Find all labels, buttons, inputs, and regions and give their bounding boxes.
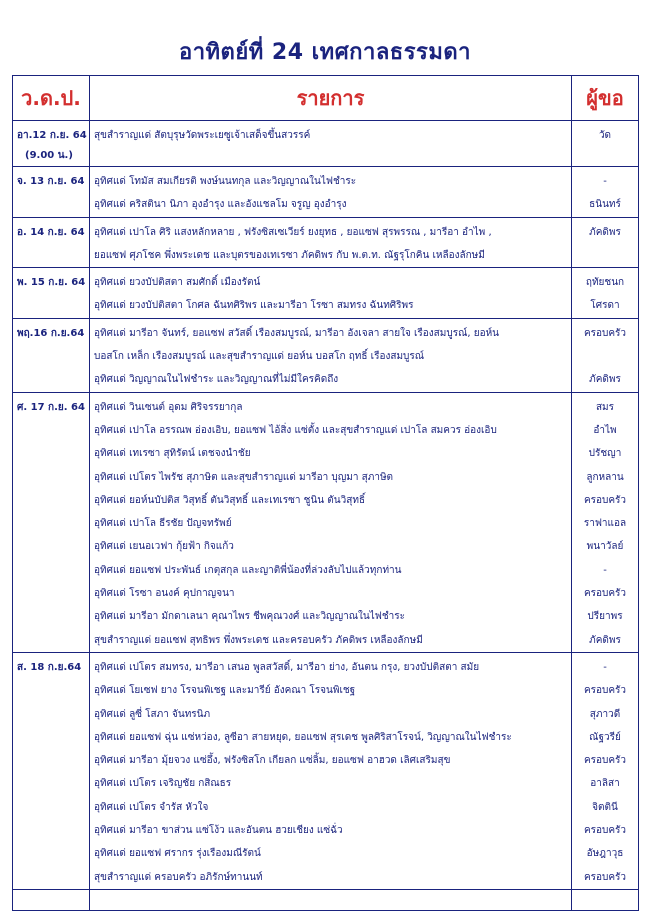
requester-name: ลูกหลาน (586, 471, 624, 483)
requester-name: ธนินทร์ (589, 199, 621, 211)
table-header-row (13, 76, 639, 121)
intention-line: อุทิศแด่ ยอแซฟ ฉุ่น แซ่หว่อง, ลูซีอา สายหยุด, ยอแซฟ สุรเดช พูลศิริสาโรจน์, วิญญาณในไฟชำระ (94, 731, 512, 743)
table-row (13, 392, 639, 652)
intention-line: อุทิศแด่ โทมัส สมเกียรติ พงษ์นนทกุล และวิญญาณในไฟชำระ (94, 176, 357, 187)
table-body (13, 121, 639, 911)
date-time-text: (9.00 น.) (25, 150, 73, 161)
requester-name: ราฟาแอล (583, 518, 627, 530)
intention-line: อุทิศแด่ ยวงบัปติสตา โกศล ฉันทศิริพร และมารีอา โรซา สมทรง ฉันทศิริพร (94, 300, 414, 312)
date-cell (13, 167, 90, 218)
requester-name (572, 345, 638, 368)
date-cell (13, 121, 90, 167)
requester-name: - (603, 176, 607, 187)
requester-cell (572, 121, 639, 167)
intention-line: อุทิศแด่ วิญญาณในไฟชำระ และวิญญาณที่ไม่มีใครคิดถึง (94, 374, 339, 386)
requester-name: ภัคดิพร (589, 374, 621, 386)
empty-cell (90, 889, 572, 910)
intention-line: อุทิศแด่ โรซา อนงค์ คุปกาญจนา (94, 588, 235, 600)
intention-line: อุทิศแด่ คริสตินา นิภา อุงอำรุง และอังแชลโม จรูญ อุงอำรุง (94, 199, 347, 211)
items-cell (90, 268, 572, 319)
mass-intention-table (12, 75, 639, 911)
date-cell (13, 318, 90, 392)
requester-name: ครอบครัว (583, 588, 627, 600)
intention-line: อุทิศแด่ มารีอา มักดาเลนา คุณาไพร ชีพคุณวงศ์ และวิญญาณในไฟชำระ (94, 611, 405, 623)
page-title: อาทิตย์ที่ 24 เทศกาลธรรมดา (178, 40, 472, 65)
date-column-header: ว.ด.ป. (13, 76, 90, 121)
requester-name: สมร (595, 401, 615, 413)
table-row (13, 217, 639, 268)
table-row (13, 121, 639, 167)
intention-line: อุทิศแด่ ยอห์นบัปติส วิสุทธิ์ ตันวิสุทธิ์ และเทเรซา ชูนิน ตันวิสุทธิ์ (94, 494, 366, 506)
empty-row (13, 889, 639, 910)
date-cell (13, 392, 90, 652)
table-row (13, 167, 639, 218)
table-row (13, 318, 639, 392)
requester-name: ปรียาพร (587, 611, 623, 623)
requester-name: อัษฎาวุธ (586, 848, 624, 860)
date-text: พฤ.16 ก.ย.64 (17, 327, 85, 339)
items-cell (90, 392, 572, 652)
requester-name: ครอบครัว (583, 825, 627, 837)
intention-line: อุทิศแด่ เทเรซา สุทิรัตน์ เตชจงนำชัย (94, 448, 251, 460)
items-cell (90, 217, 572, 268)
items-cell (90, 318, 572, 392)
requester-name: - (603, 564, 607, 576)
intention-line: บอสโก เหล็ก เรืองสมบูรณ์ และสุขสำราญแด่ ยอห์น บอสโก ฤทธิ์ เรืองสมบูรณ์ (94, 351, 425, 363)
intention-line: สุขสำราญแด่ สัตบุรุษวัดพระเยซูเจ้าเสด็จขึ้นสวรรค์ (94, 130, 311, 141)
requester-name: ครอบครัว (583, 685, 627, 697)
intention-line: อุทิศแด่ เปโตร สมทรง, มารีอา เสนอ พูลสวัสดิ์, มารีอา ย่าง, อันตน กรุง, ยวงบัปติสตา สมัย (94, 661, 480, 673)
requester-name: โศรดา (590, 300, 620, 312)
empty-cell (13, 889, 90, 910)
date-cell (13, 268, 90, 319)
requester-cell (572, 268, 639, 319)
date-cell (13, 217, 90, 268)
empty-cell (572, 889, 639, 910)
intention-line: อุทิศแด่ เปาโล ธีรชัย ปัญจทรัพย์ (94, 518, 232, 530)
requester-cell (572, 318, 639, 392)
intention-line: อุทิศแด่ ยอแซฟ ศรากร รุ่งเรืองมณีรัตน์ (94, 848, 261, 860)
intention-line: สุขสำราญแด่ ครอบครัว อภิรักษ์ทานนท์ (94, 871, 263, 883)
intention-line: อุทิศแด่ เปโตร ไพรัช สุภาษิต และสุขสำราญแด่ มารีอา บุญมา สุภาษิต (94, 471, 394, 483)
requester-name: ภัคดิพร (589, 634, 621, 646)
requester-name: พนาวัลย์ (586, 541, 624, 553)
intention-line: อุทิศแด่ วินเซนต์ อุดม ศิริจรรยากุล (94, 401, 243, 413)
intention-line: อุทิศแด่ เปโตร เจริญชัย กสิณธร (94, 778, 232, 790)
requester-name: สุภาวดี (589, 708, 621, 720)
intention-line: อุทิศแด่ เยนอเวฟา กุ้ยฟ้า กิจแก้ว (94, 541, 234, 553)
intention-line: อุทิศแด่ ยวงบัปติสตา สมศักดิ์ เมืองรัตน์ (94, 277, 261, 289)
intention-line: ยอแซฟ ศุภโชค พึ่งพระเดช และบุตรของเทเรซา ภัคดิพร กับ พ.ต.ท. ณัฐรุโกคิน เหลืองลักษมี (94, 249, 485, 261)
intention-line: อุทิศแด่ มารีอา มุ้ยจวง แซ่อึ้ง, ฟรังซิสโก เกียลก แซ่ลิ้ม, ยอแซฟ อาฮวด เลิศเสริมสุข (94, 755, 451, 767)
date-text: ส. 18 ก.ย.64 (17, 661, 82, 673)
table-row (13, 268, 639, 319)
items-cell (90, 167, 572, 218)
requester-name: ครอบครัว (583, 494, 627, 506)
requester-column-header: ผู้ขอ (572, 76, 639, 121)
intention-line: อุทิศแด่ ลูซี่ โสภา จันทรนิภ (94, 708, 211, 720)
date-text: พ. 15 ก.ย. 64 (17, 277, 86, 289)
date-cell (13, 652, 90, 889)
date-text: ศ. 17 ก.ย. 64 (17, 401, 85, 413)
requester-name: จิตตินี (592, 801, 618, 813)
intention-line: อุทิศแด่ โยเซฟ ยาง โรจนพิเชฐ และมารีย์ อังคณา โรจนพิเชฐ (94, 685, 356, 697)
requester-name: อำไพ (593, 424, 617, 436)
requester-cell (572, 392, 639, 652)
requester-name: ณัฐวรีย์ (589, 731, 621, 743)
requester-name: ปรัชญา (588, 448, 622, 460)
requester-name: ฤทัยชนก (585, 277, 625, 289)
intention-line: อุทิศแด่ เปาโล ศิริ แสงหลักหลาย , ฟรังซิสเซเวียร์ ยงยุทธ , ยอแซฟ สุรพรรณ , มารีอา อำไพ , (94, 226, 492, 238)
items-cell (90, 121, 572, 167)
intention-line: อุทิศแด่ เปโตร จำรัส หัวใจ (94, 801, 209, 813)
requester-name: - (603, 661, 607, 673)
intention-line: อุทิศแด่ ยอแซฟ ประพันธ์ เกตุสกุล และญาติพี่น้องที่ล่วงลับไปแล้วทุกท่าน (94, 564, 402, 576)
date-text: อา.12 ก.ย. 64 (17, 130, 87, 141)
requester-name: ครอบครัว (583, 755, 627, 767)
intention-line: สุขสำราญแด่ ยอแซฟ สุทธิพร พึ่งพระเดช และครอบครัว ภัคดิพร เหลืองลักษมี (94, 634, 423, 646)
items-cell (90, 652, 572, 889)
intention-line: อุทิศแด่ เปาโล อรรณพ อ่องเอิบ, ยอแซฟ ไอ้สิ่ง แซ่ตั้ง และสุขสำราญแด่ เปาโล สมควร อ่องเอิบ (94, 424, 497, 436)
requester-name: ภัคดิพร (589, 226, 621, 238)
date-text: อ. 14 ก.ย. 64 (17, 226, 85, 238)
intention-line: อุทิศแด่ มารีอา ขาส่วน แซ่โง้ว และอันตน ฮวยเชียง แซ่ฉั่ว (94, 825, 343, 837)
table-row (13, 652, 639, 889)
items-column-header: รายการ (90, 76, 572, 121)
intention-line: อุทิศแด่ มารีอา จันทร์, ยอแซฟ สวัสดิ์ เรืองสมบูรณ์, มารีอา อังเจลา สายใจ เรืองสมบูรณ์, ยอห์น (94, 327, 500, 339)
requester-name: อาลิสา (590, 778, 620, 790)
requester-name: ครอบครัว (583, 871, 627, 883)
requester-name: วัด (598, 130, 612, 141)
requester-cell (572, 217, 639, 268)
date-text: จ. 13 ก.ย. 64 (17, 176, 85, 187)
requester-cell (572, 652, 639, 889)
requester-name: ครอบครัว (583, 327, 627, 339)
requester-cell (572, 167, 639, 218)
